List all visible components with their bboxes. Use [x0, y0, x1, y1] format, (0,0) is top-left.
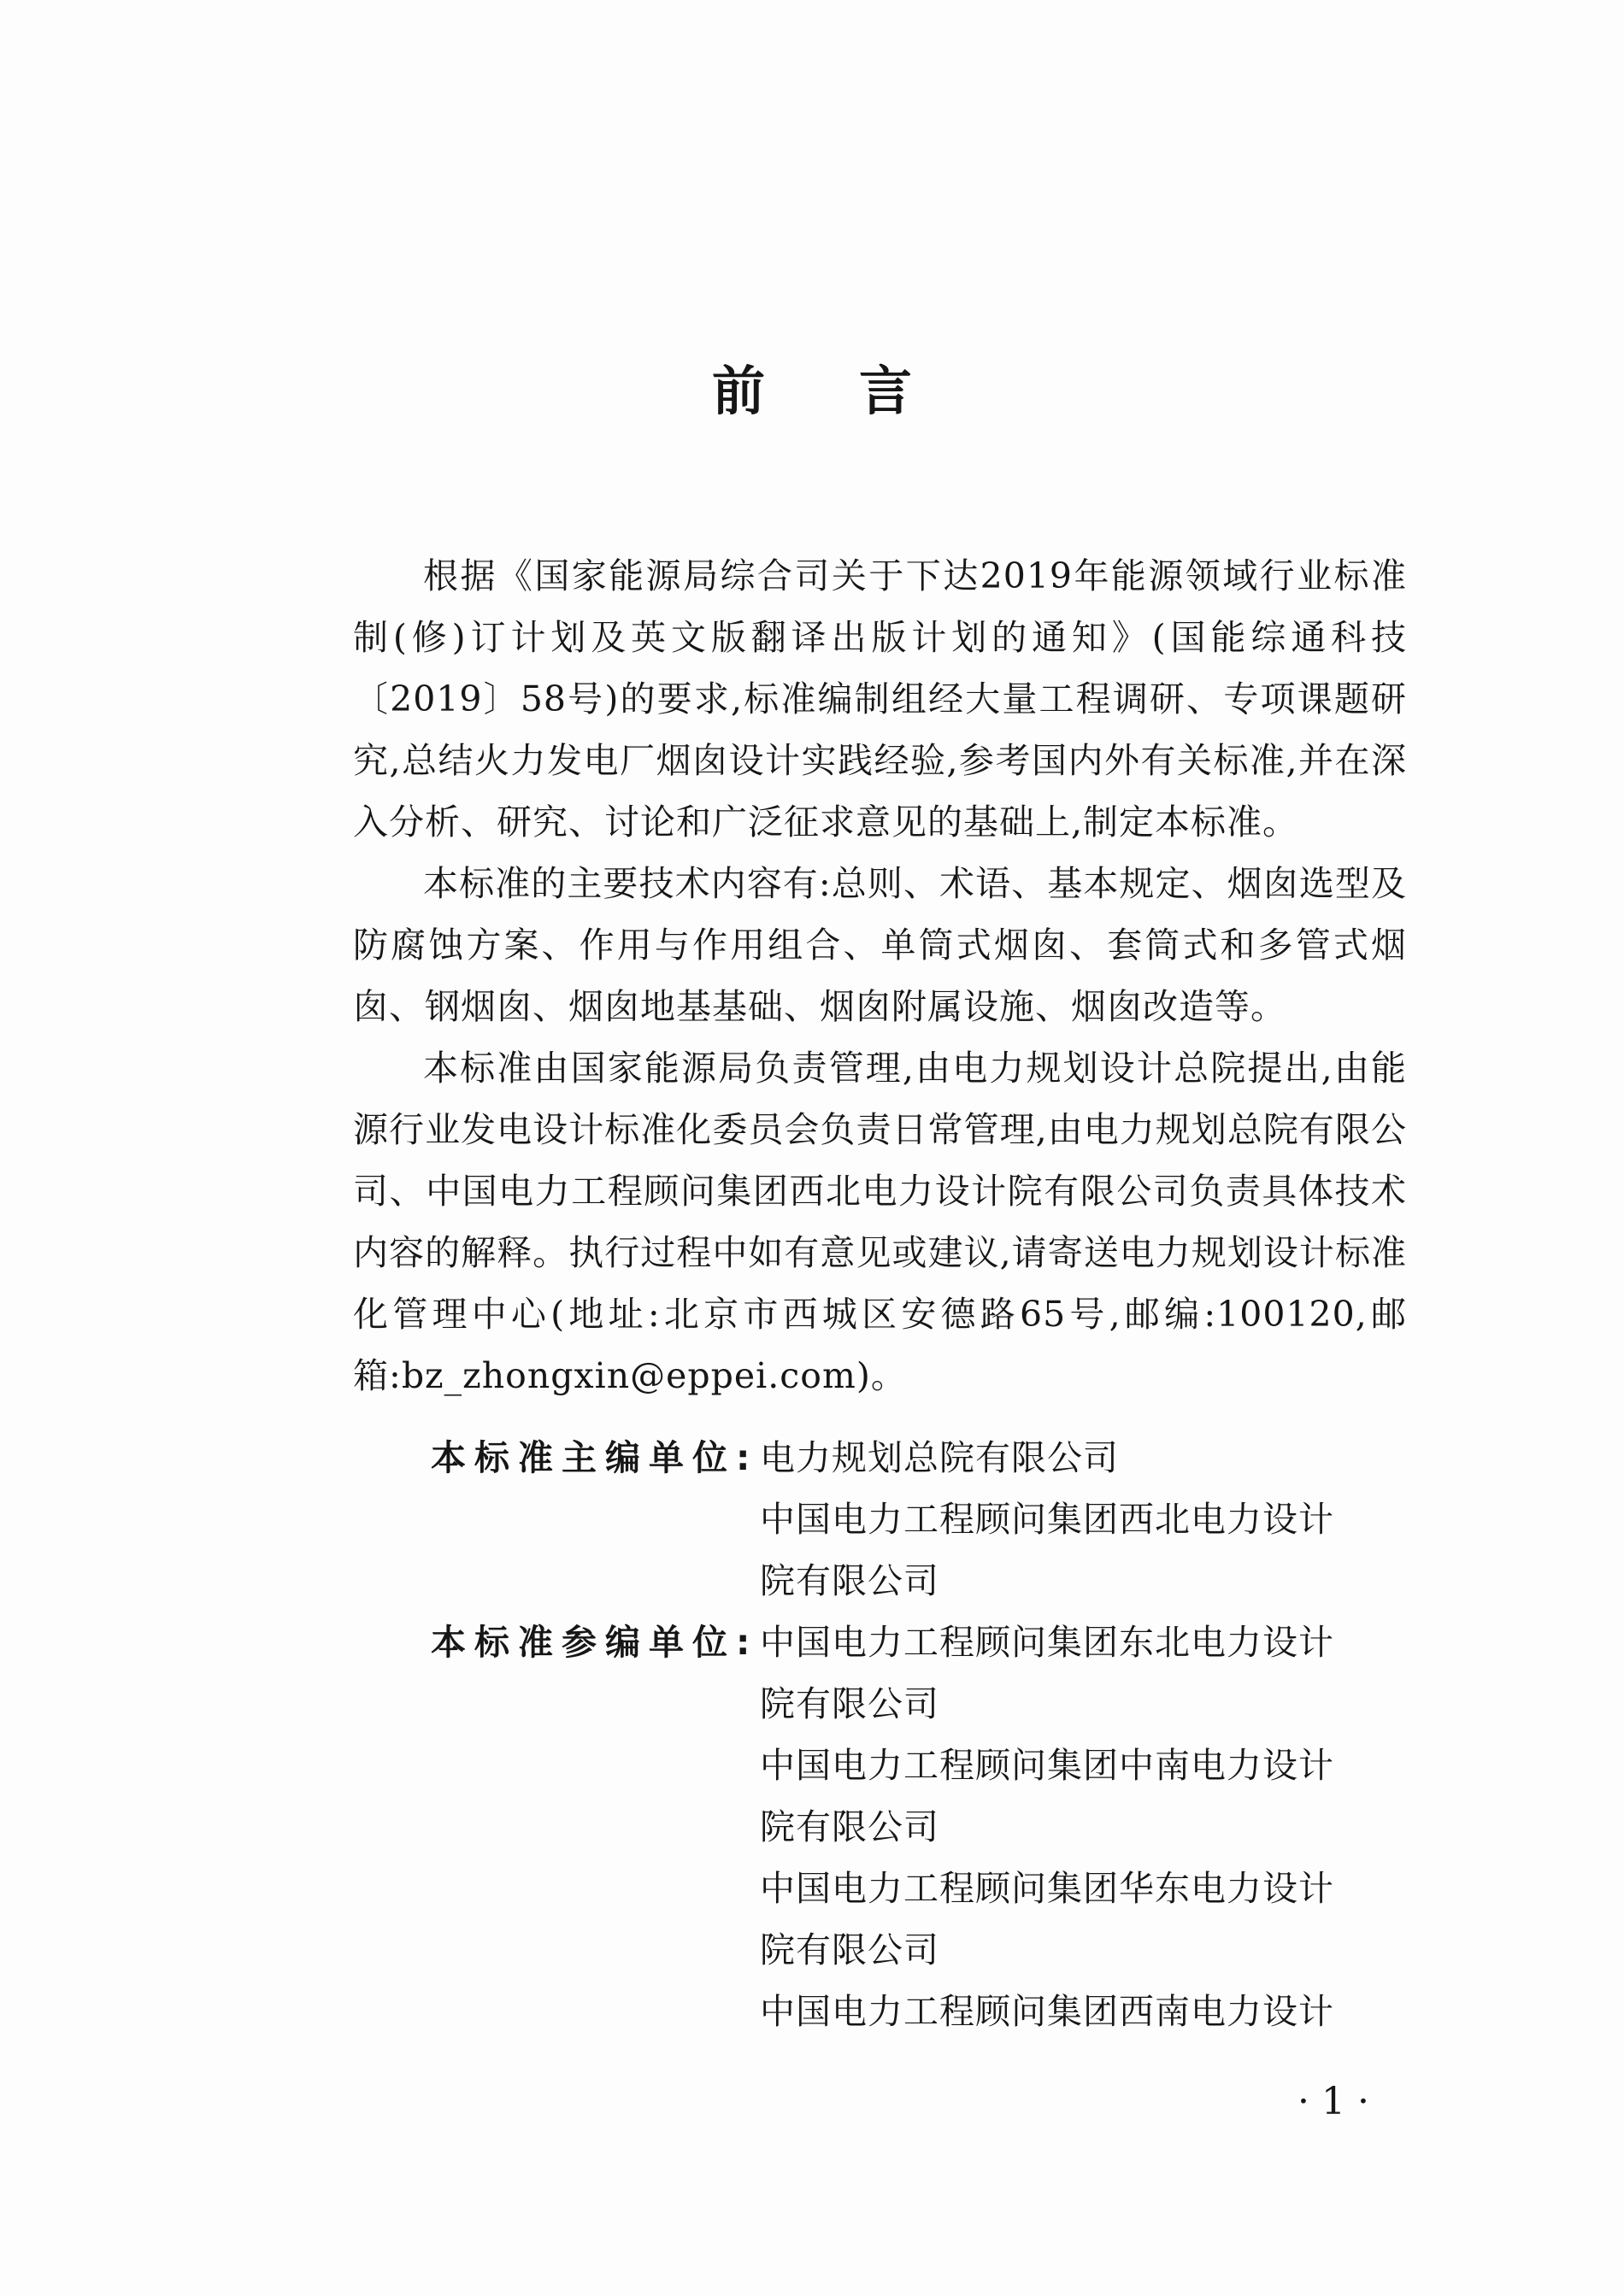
participating-unit-row [353, 1735, 1407, 1796]
participating-unit-line: 中国电力工程顾问集团东北电力设计 [760, 1622, 1334, 1663]
participating-unit-row [353, 1612, 1407, 1673]
title-char-1: 前 [711, 360, 765, 422]
participating-unit-colon: : [736, 1622, 750, 1663]
participating-unit-row [353, 1796, 1407, 1858]
chief-unit-label: 本标准主编单位 [431, 1437, 736, 1478]
participating-unit-line: 院有限公司 [760, 1929, 939, 1970]
paragraph-basis: 根据《国家能源局综合司关于下达2019年能源领域行业标准制(修)订计划及英文版翻译出版计划的通知》(国能综通科技〔2019〕58号)的要求,标准编制组经大量工程调研、专项课题研究,总结火力发电厂烟囱设计实践经验,参考国内外有关标准,并在深入分析、研究、讨论和广泛征求意见的基础上,制定本标准。 [353, 555, 1407, 843]
participating-unit-row [353, 1673, 1407, 1735]
chief-unit-colon: : [736, 1437, 750, 1478]
participating-unit-row [353, 1919, 1407, 1981]
editing-units [353, 1427, 1407, 2042]
chief-unit-line: 院有限公司 [760, 1560, 939, 1601]
chief-unit-row [353, 1550, 1407, 1612]
participating-unit-label: 本标准参编单位 [431, 1622, 736, 1663]
participating-unit-line: 中国电力工程顾问集团西南电力设计 [760, 1991, 1334, 2032]
participating-unit-line: 中国电力工程顾问集团华东电力设计 [760, 1868, 1334, 1909]
participating-unit-row [353, 1981, 1407, 2042]
participating-unit-line: 院有限公司 [760, 1806, 939, 1847]
paragraph-contents: 本标准的主要技术内容有:总则、术语、基本规定、烟囱选型及防腐蚀方案、作用与作用组合、单筒式烟囱、套筒式和多管式烟囱、钢烟囱、烟囱地基基础、烟囱附属设施、烟囱改造等。 [353, 863, 1407, 1027]
participating-unit-line: 院有限公司 [760, 1683, 939, 1724]
participating-unit-row [353, 1858, 1407, 1919]
title-char-2: 言 [859, 360, 913, 422]
chief-unit-row [353, 1489, 1407, 1550]
chief-unit-line: 电力规划总院有限公司 [760, 1437, 1119, 1478]
paragraph-management: 本标准由国家能源局负责管理,由电力规划设计总院提出,由能源行业发电设计标准化委员会负责日常管理,由电力规划总院有限公司、中国电力工程顾问集团西北电力设计院有限公司负责具体技术内容的解释。执行过程中如有意见或建议,请寄送电力规划设计标准化管理中心(地址:北京市西城区安德路65号,邮编:100120,邮箱:bz_zhongxin@eppei.com)。 [353, 1048, 1407, 1396]
chief-unit-row [353, 1427, 1407, 1489]
preface-body [353, 545, 1407, 1406]
chief-unit-line: 中国电力工程顾问集团西北电力设计 [760, 1499, 1334, 1540]
participating-unit-line: 中国电力工程顾问集团中南电力设计 [760, 1745, 1334, 1786]
page-number: · 1 · [1297, 2080, 1369, 2123]
page-title [0, 357, 1624, 426]
